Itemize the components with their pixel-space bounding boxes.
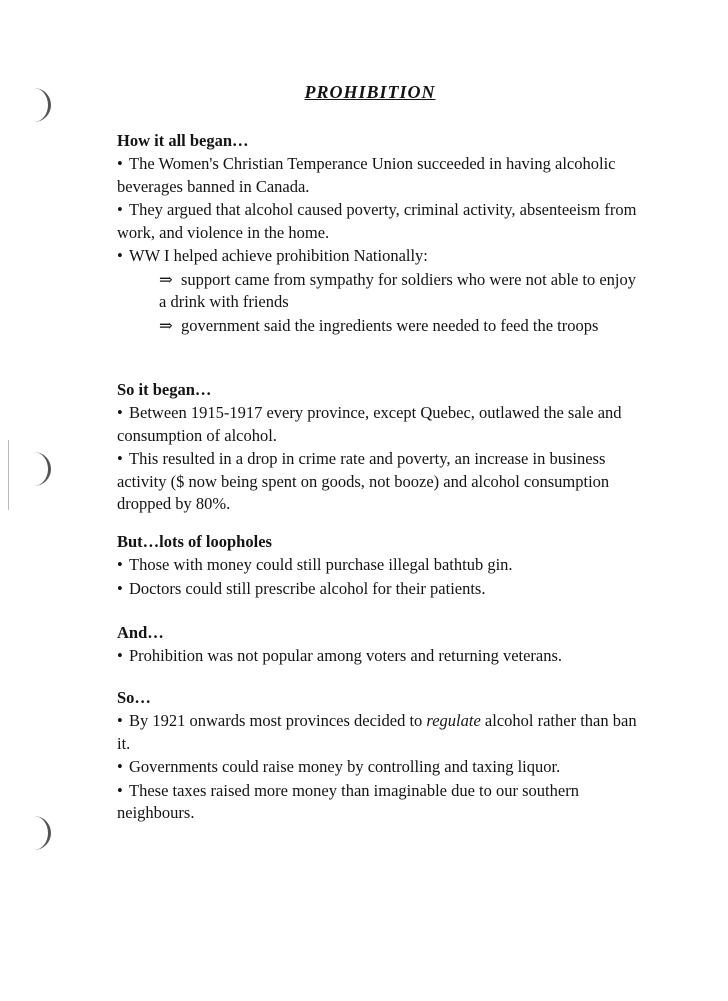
bullet-icon: • bbox=[117, 200, 123, 219]
bullet-item: • These taxes raised more money than imaginable due to our southern neighbours. bbox=[117, 780, 579, 822]
bullet-icon: • bbox=[117, 449, 123, 468]
punch-hole bbox=[20, 452, 51, 486]
section-loopholes bbox=[117, 531, 637, 601]
bullet-icon: • bbox=[117, 246, 123, 265]
bullet-icon: • bbox=[117, 780, 123, 800]
arrow-icon: ⇒ bbox=[159, 315, 173, 335]
bullet-item: • By 1921 onwards most provinces decided to regulate alcohol rather than ban it. bbox=[117, 711, 637, 753]
bullet-icon: • bbox=[117, 578, 123, 598]
section-how-it-began bbox=[117, 130, 637, 338]
bullet-item: • Between 1915-1917 every province, except Quebec, outlawed the sale and consumption of alcohol. bbox=[117, 403, 622, 445]
section-and bbox=[117, 622, 637, 669]
section-heading: So… bbox=[117, 688, 151, 707]
punch-hole bbox=[20, 816, 51, 850]
bullet-icon: • bbox=[117, 757, 123, 776]
sub-point: ⇒ government said the ingredients were needed to feed the troops bbox=[159, 315, 637, 338]
arrow-icon: ⇒ bbox=[159, 269, 173, 289]
bullet-item: • The Women's Christian Temperance Union succeeded in having alcoholic beverages banned in Canada. bbox=[117, 154, 616, 196]
section-so bbox=[117, 687, 637, 826]
punch-hole bbox=[20, 88, 51, 122]
bullet-icon: • bbox=[117, 403, 123, 422]
bullet-item: • This resulted in a drop in crime rate and poverty, an increase in business activity ($ now being spent on goods, not booze) and alcohol consumption dropped by 80%. bbox=[117, 449, 610, 513]
bullet-item: • Governments could raise money by controlling and taxing liquor. bbox=[117, 756, 637, 779]
bullet-item: • They argued that alcohol caused poverty, criminal activity, absenteeism from work, and violence in the home. bbox=[117, 200, 637, 242]
section-heading: So it began… bbox=[117, 380, 212, 399]
bullet-icon: • bbox=[117, 154, 123, 173]
bullet-item: • WW I helped achieve prohibition Nationally: bbox=[117, 245, 637, 268]
bullet-icon: • bbox=[117, 555, 123, 574]
scan-edge-mark bbox=[8, 440, 9, 510]
bullet-item: • Prohibition was not popular among voters and returning veterans. bbox=[117, 645, 637, 668]
section-heading: How it all began… bbox=[117, 131, 249, 150]
emphasis-regulate: regulate bbox=[426, 711, 481, 730]
bullet-icon: • bbox=[117, 646, 123, 665]
bullet-item: • Those with money could still purchase illegal bathtub gin. bbox=[117, 554, 637, 577]
section-so-it-began bbox=[117, 379, 637, 517]
bullet-icon: • bbox=[117, 711, 123, 730]
section-heading: And… bbox=[117, 623, 164, 642]
bullet-item: • Doctors could still prescribe alcohol for their patients. bbox=[117, 578, 637, 601]
page-title: PROHIBITION bbox=[304, 82, 436, 102]
sub-point: ⇒ support came from sympathy for soldiers who were not able to enjoy a drink with friends bbox=[159, 269, 637, 311]
section-heading: But…lots of loopholes bbox=[117, 532, 272, 551]
